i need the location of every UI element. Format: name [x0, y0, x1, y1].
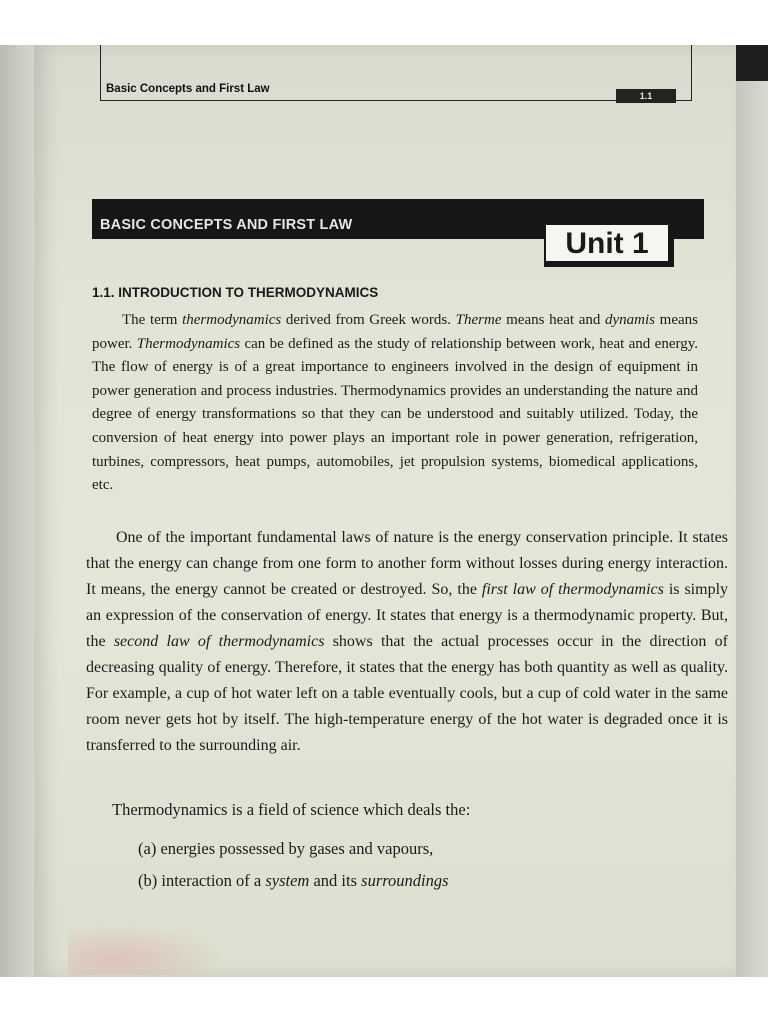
list-item: (a) energies possessed by gases and vapours,	[138, 839, 434, 858]
running-header-title: Basic Concepts and First Law	[106, 83, 270, 95]
list-item: (b) interaction of a system and its surroundings	[138, 871, 449, 890]
finger-shadow	[68, 923, 228, 975]
section-heading: 1.1. INTRODUCTION TO THERMODYNAMICS	[92, 285, 379, 300]
adjacent-page-edge	[736, 81, 768, 977]
paragraph-conservation: One of the important fundamental laws of nature is the energy conservation principle. It states that the energy can change from one form to another form without losses during energy interaction. It means, the energy cannot be created or destroyed. So, the first law of thermodynamics is simply an expression of the conservation of energy. It states that energy is a thermodynamic property. But, the second law of thermodynamics shows that the actual processes occur in the direction of decreasing quality of energy. Therefore, it states that the energy has both quantity as well as quality. For example, a cup of hot water left on a table eventually cools, but a cup of cold water in the same room never gets hot by itself. The high-temperature energy of the hot water is degraded once it is transferred to the surrounding air.	[86, 529, 729, 754]
paragraph-field-of-science: Thermodynamics is a field of science which deals the:	[112, 800, 471, 819]
book-page	[34, 45, 736, 977]
paragraph-intro: The term thermodynamics derived from Greek words. Therme means heat and dynamis means power. Thermodynamics can be defined as the study of relationship between work, heat and energy. The flow of energy is of a great importance to engineers involved in the design of equipment in power generation and process industries. Thermodynamics provides an understanding the nature and degree of energy transformations so that they can be understood and suitably utilized. Today, the conversion of heat energy into power plays an important role in power generation, refrigeration, turbines, compressors, heat pumps, automobiles, jet propulsion systems, biomedical applications, etc.	[92, 312, 698, 494]
page-number: 1.1	[616, 89, 676, 103]
photo-frame	[0, 45, 768, 977]
unit-label: Unit 1	[544, 223, 674, 267]
chapter-title: BASIC CONCEPTS AND FIRST LAW	[100, 217, 353, 233]
